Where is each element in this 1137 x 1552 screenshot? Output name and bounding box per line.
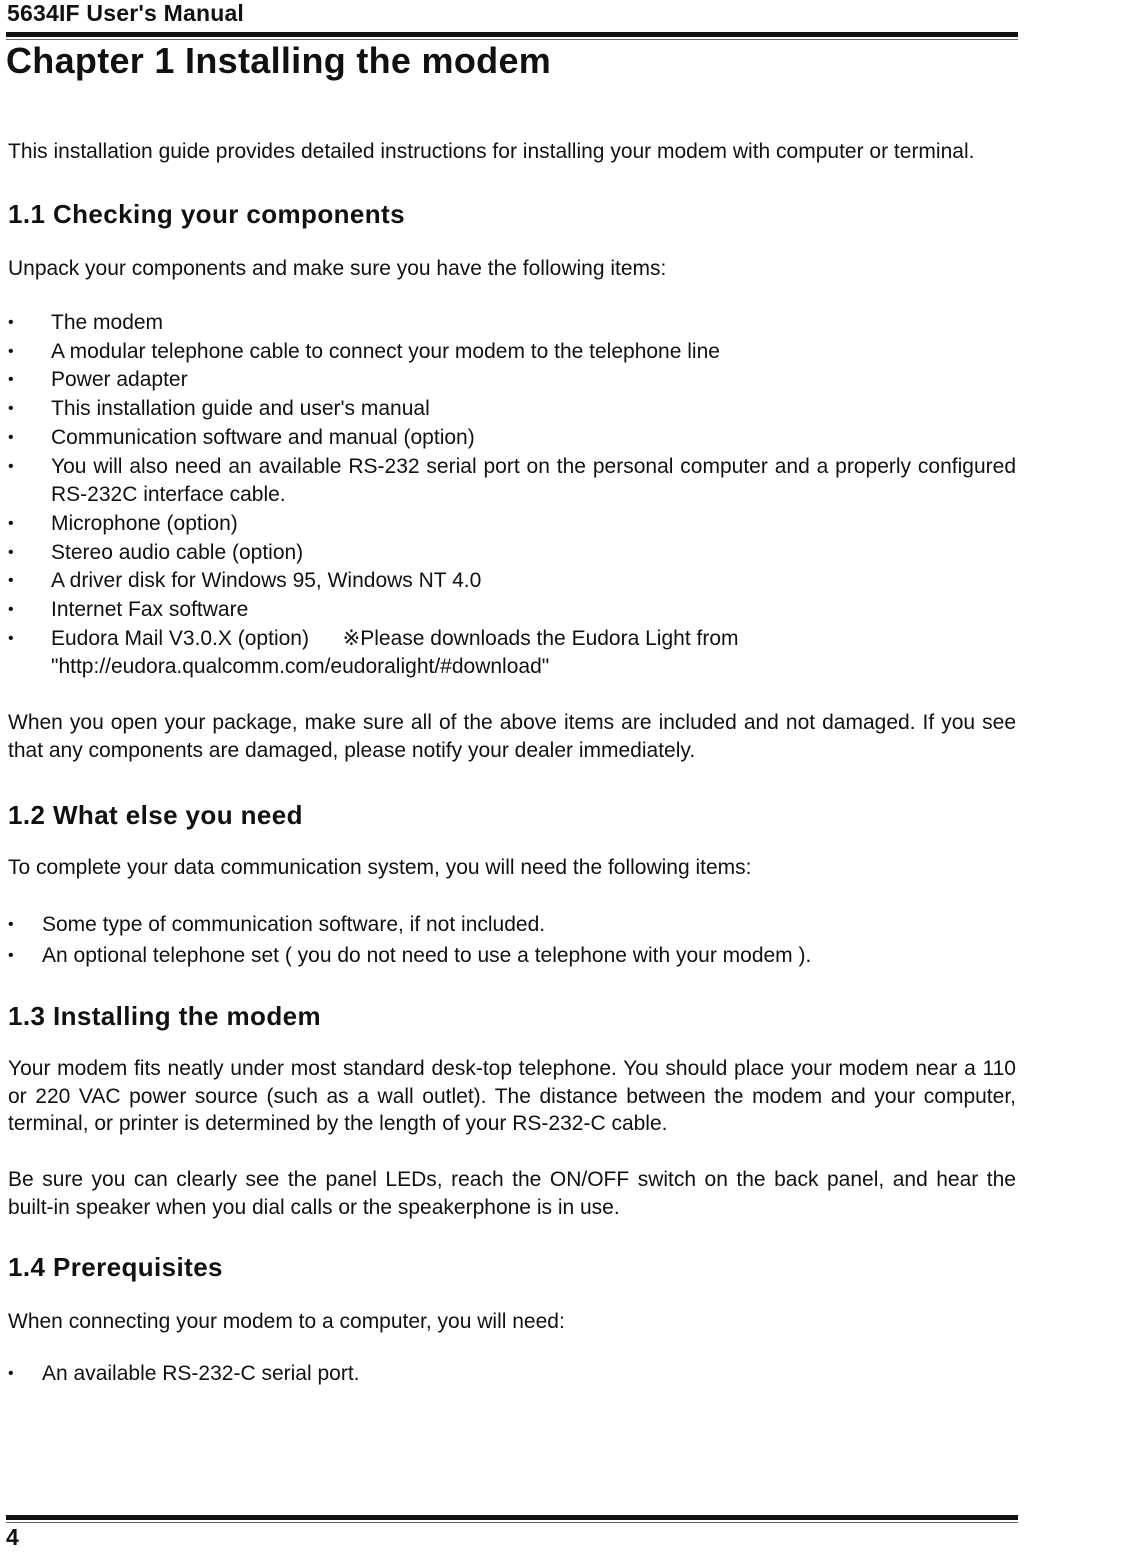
list-item: • This installation guide and user's manual xyxy=(8,395,1016,424)
section-heading-1-1: 1.1 Checking your components xyxy=(8,199,405,229)
list-item: • An optional telephone set ( you do not need to use a telephone with your modem ). xyxy=(8,940,1016,971)
list-item: • An available RS-232-C serial port. xyxy=(8,1360,1016,1388)
manual-header-title: 5634IF User's Manual xyxy=(7,0,245,26)
eudora-download-url: "http://eudora.qualcomm.com/eudoralight/#download" xyxy=(51,655,550,679)
need-lead-paragraph: To complete your data communication system, you will need the following items: xyxy=(8,856,752,880)
list-item: • Some type of communication software, if not included. xyxy=(8,909,1016,940)
list-item: • Communication software and manual (option) xyxy=(8,424,1016,453)
eudora-item-label: Eudora Mail V3.0.X (option) xyxy=(51,626,309,650)
eudora-download-note: ※Please downloads the Eudora Light from xyxy=(342,626,739,650)
placement-paragraph: Your modem fits neatly under most standard desk-top telephone. You should place your modem near a 110 or 220 VAC power source (such as a wall outlet). The distance between the modem and your computer, terminal, or printer is determined by the length of your RS-232-C cable. xyxy=(8,1057,1016,1136)
components-lead-paragraph: Unpack your components and make sure you have the following items: xyxy=(8,257,667,280)
prerequisites-list xyxy=(8,1360,1016,1388)
list-item: • Internet Fax software xyxy=(8,596,1016,625)
list-item: • Microphone (option) xyxy=(8,510,1016,539)
page-content xyxy=(8,138,1016,1388)
footer-rule-thick xyxy=(6,1515,1018,1520)
footer-rule-thin xyxy=(6,1522,1018,1523)
list-item: • You will also need an available RS-232 serial port on the personal computer and a properly configured RS-232C interface cable. xyxy=(8,453,1016,510)
need-list xyxy=(8,909,1016,971)
list-item: • Power adapter xyxy=(8,366,1016,395)
prerequisites-lead-paragraph: When connecting your modem to a computer, you will need: xyxy=(8,1309,565,1333)
panel-access-paragraph: Be sure you can clearly see the panel LEDs, reach the ON/OFF switch on the back panel, and hear the built-in speaker when you dial calls or the speakerphone is in use. xyxy=(8,1167,1016,1219)
list-item: • Stereo audio cable (option) xyxy=(8,539,1016,568)
section-heading-1-3: 1.3 Installing the modem xyxy=(8,1001,321,1032)
section-heading-1-2: 1.2 What else you need xyxy=(8,800,303,831)
chapter-title: Chapter 1 Installing the modem xyxy=(6,40,552,81)
intro-paragraph: This installation guide provides detailed instructions for installing your modem with computer or terminal. xyxy=(8,140,975,163)
page-number: 4 xyxy=(6,1524,19,1550)
list-item: • A modular telephone cable to connect your modem to the telephone line xyxy=(8,338,1016,367)
list-item-eudora xyxy=(8,625,1016,682)
package-check-paragraph: When you open your package, make sure all of the above items are included and not damaged. If you see that any components are damaged, please notify your dealer immediately. xyxy=(8,711,1016,763)
list-item: • The modem xyxy=(8,309,1016,338)
components-list xyxy=(8,309,1016,682)
section-heading-1-4: 1.4 Prerequisites xyxy=(8,1251,223,1282)
list-item: • A driver disk for Windows 95, Windows NT 4.0 xyxy=(8,567,1016,596)
header-rule-thick xyxy=(6,32,1018,37)
